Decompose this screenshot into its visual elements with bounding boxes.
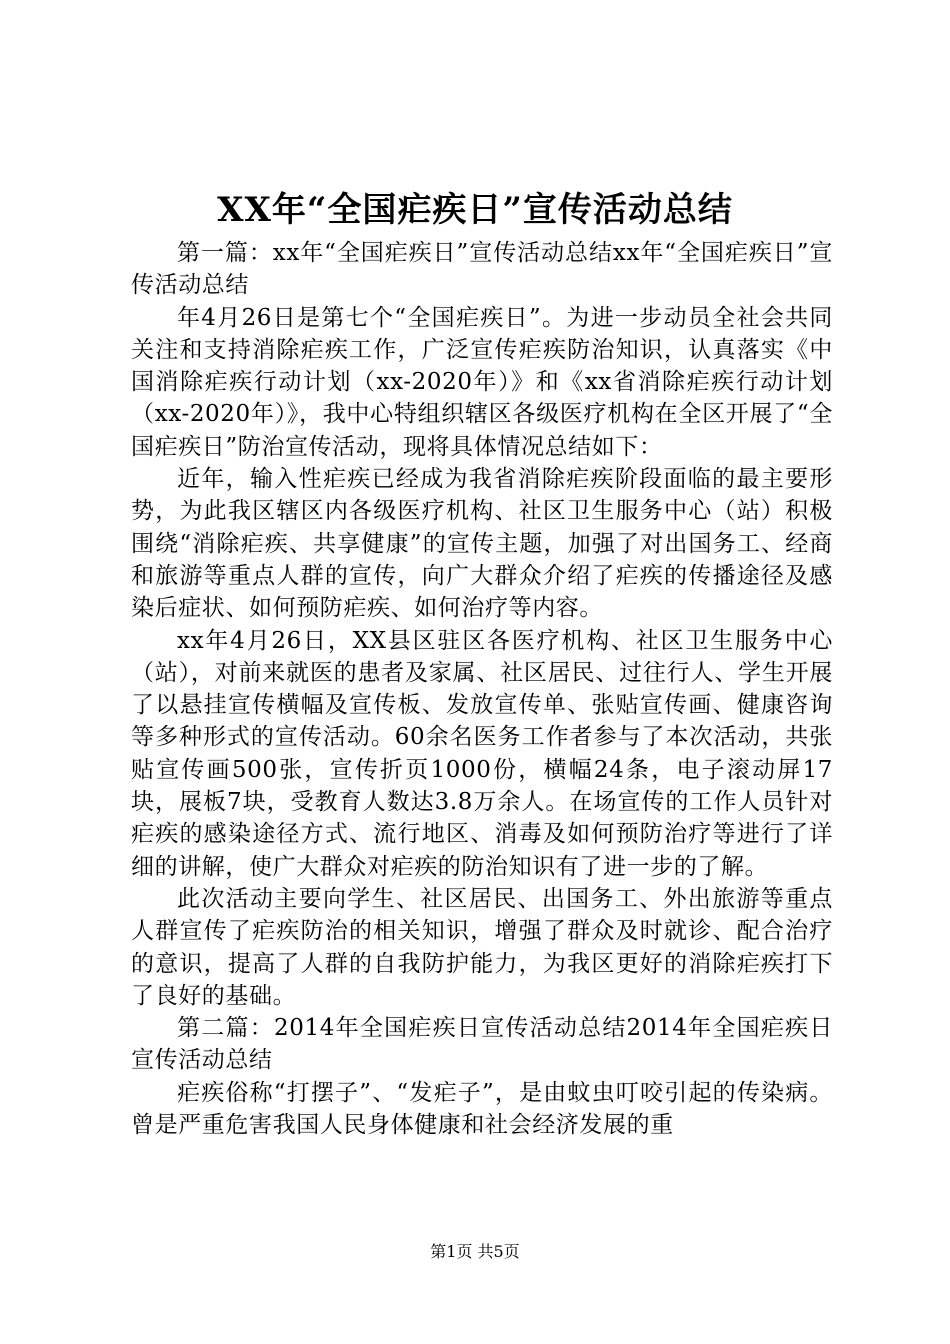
paragraph: 疟疾俗称“打摆子”、“发疟子”，是由蚊虫叮咬引起的传染病。曾是严重危害我国人民身体健康和社会经济发展的重	[131, 1079, 833, 1139]
page-footer: 第1页 共5页	[430, 1242, 520, 1261]
paragraph: 年4月26日是第七个“全国疟疾日”。为进一步动员全社会共同关注和支持消除疟疾工作，广泛宣传疟疾防治知识，认真落实《中国消除疟疾行动计划（xx-2020年）》和《xx省消除疟疾行动计划（xx-2020年）》，我中心特组织辖区各级医疗机构在全区开展了“全国疟疾日”防治宣传活动，现将具体情况总结如下：	[131, 304, 833, 460]
paragraph: 第二篇：2014年全国疟疾日宣传活动总结2014年全国疟疾日宣传活动总结	[131, 1015, 833, 1074]
paragraph: xx年4月26日，XX县区驻区各医疗机构、社区卫生服务中心（站），对前来就医的患者及家属、社区居民、过往行人、学生开展了以悬挂宣传横幅及宣传板、发放宣传单、张贴宣传画、健康咨询等多种形式的宣传活动。60余名医务工作者参与了本次活动，共张贴宣传画500张，宣传折页1000份，横幅24条，电子滚动屏17块，展板7块，受教育人数达3.8万余人。在场宣传的工作人员针对疟疾的感染途径方式、流行地区、消毒及如何预防治疗等进行了详细的讲解，使广大群众对疟疾的防治知识有了进一步的了解。	[131, 627, 833, 880]
paragraph: 近年，输入性疟疾已经成为我省消除疟疾阶段面临的最主要形势，为此我区辖区内各级医疗机构、社区卫生服务中心（站）积极围绕“消除疟疾、共享健康”的宣传主题，加强了对出国务工、经商和旅游等重点人群的宣传，向广大群众介绍了疟疾的传播途径及感染后症状、如何预防疟疾、如何治疗等内容。	[131, 466, 833, 622]
document-title: XX年“全国疟疾日”宣传活动总结	[217, 190, 733, 230]
paragraph: 此次活动主要向学生、社区居民、出国务工、外出旅游等重点人群宣传了疟疾防治的相关知识，增强了群众及时就诊、配合治疗的意识，提高了人群的自我防护能力，为我区更好的消除疟疾打下了良好的基础。	[131, 885, 833, 1009]
paragraph: 第一篇：xx年“全国疟疾日”宣传活动总结xx年“全国疟疾日”宣传活动总结	[131, 240, 833, 299]
document-body	[131, 237, 833, 1141]
